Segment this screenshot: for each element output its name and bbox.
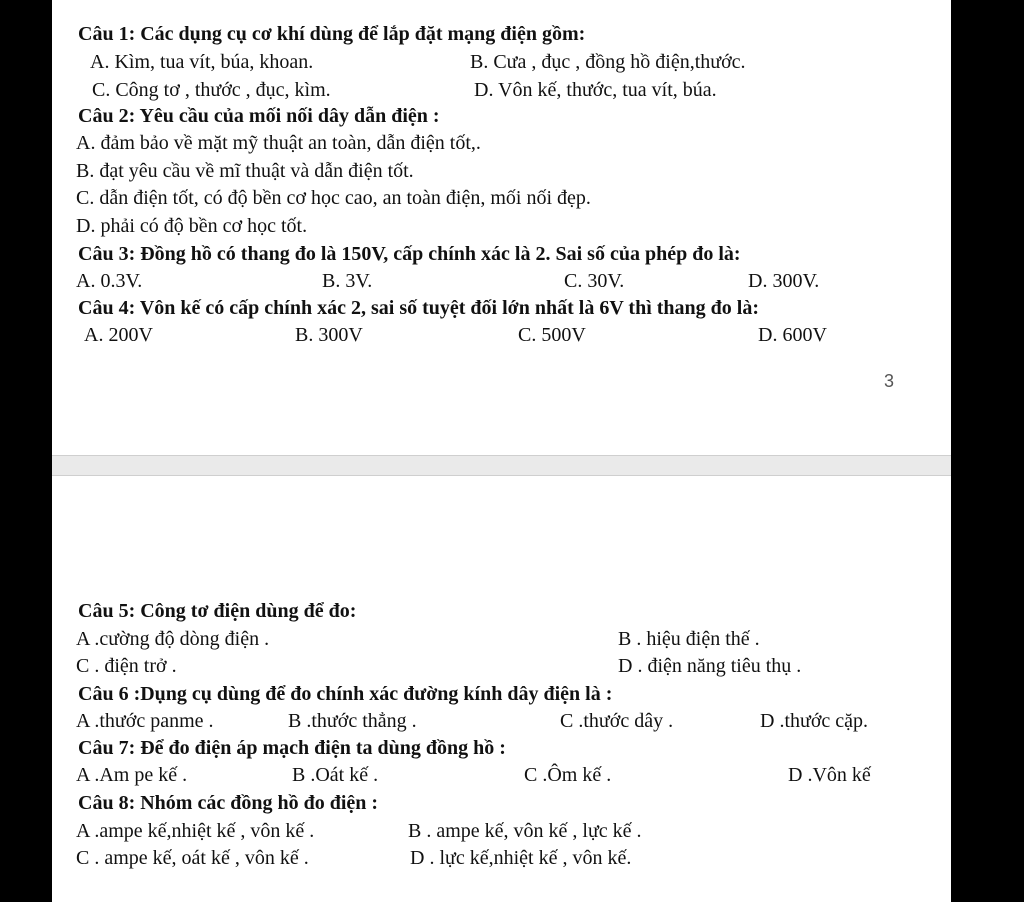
q3-option-c: C. 30V. [564,270,625,292]
q2-option-d: D. phải có độ bền cơ học tốt. [76,215,308,237]
q1-option-a: A. Kìm, tua vít, búa, khoan. [90,51,314,73]
q6-option-b: B .thước thẳng . [288,710,417,732]
question-4: Câu 4: Vôn kế có cấp chính xác 2, sai số tuyệt đối lớn nhất là 6V thì thang đo là: [78,297,759,319]
q7-option-c: C .Ôm kế . [524,764,612,786]
question-1: Câu 1: Các dụng cụ cơ khí dùng để lắp đặt mạng điện gồm: [78,23,586,45]
q4-option-d: D. 600V [758,324,827,346]
page-number: 3 [884,371,895,391]
q7-option-b: B .Oát kế . [292,764,379,786]
q4-option-b: B. 300V [295,324,363,346]
q6-option-d: D .thước cặp. [760,710,869,732]
q8-option-b: B . ampe kế, vôn kế , lực kế . [408,820,642,842]
q7-option-d: D .Vôn kế [788,764,871,786]
q4-option-a: A. 200V [84,324,153,346]
q7-option-a: A .Am pe kế . [76,764,188,786]
question-5: Câu 5: Công tơ điện dùng để đo: [78,600,357,622]
q1-option-b: B. Cưa , đục , đồng hồ điện,thước. [470,51,746,73]
q5-option-a: A .cường độ dòng điện . [76,628,270,650]
question-6: Câu 6 :Dụng cụ dùng để đo chính xác đường kính dây điện là : [78,683,613,705]
question-2: Câu 2: Yêu cầu của mối nối dây dẫn điện : [78,105,440,127]
q6-option-c: C .thước dây . [560,710,674,732]
q5-option-d: D . điện năng tiêu thụ . [618,655,802,677]
q6-option-a: A .thước panme . [76,710,214,732]
q3-option-d: D. 300V. [748,270,820,292]
q3-option-b: B. 3V. [322,270,373,292]
page-separator [52,455,951,476]
page-3 [52,0,951,455]
q2-option-b: B. đạt yêu cầu về mĩ thuật và dẫn điện tốt. [76,160,414,182]
q8-option-c: C . ampe kế, oát kế , vôn kế . [76,847,309,869]
q2-option-c: C. dẫn điện tốt, có độ bền cơ học cao, an toàn điện, mối nối đẹp. [76,187,591,209]
q4-option-c: C. 500V [518,324,586,346]
question-3: Câu 3: Đồng hồ có thang đo là 150V, cấp chính xác là 2. Sai số của phép đo là: [78,243,741,265]
q2-option-a: A. đảm bảo về mặt mỹ thuật an toàn, dẫn điện tốt,. [76,132,481,154]
document-viewer[interactable] [52,0,951,902]
q5-option-c: C . điện trở . [76,655,177,677]
q8-option-a: A .ampe kế,nhiệt kế , vôn kế . [76,820,315,842]
q5-option-b: B . hiệu điện thế . [618,628,760,650]
question-7: Câu 7: Để đo điện áp mạch điện ta dùng đồng hồ : [78,737,506,759]
q8-option-d: D . lực kế,nhiệt kế , vôn kế. [410,847,632,869]
q3-option-a: A. 0.3V. [76,270,143,292]
page-4 [52,476,951,902]
question-8: Câu 8: Nhóm các đồng hồ đo điện : [78,792,379,814]
q1-option-c: C. Công tơ , thước , đục, kìm. [92,79,331,101]
q1-option-d: D. Vôn kế, thước, tua vít, búa. [474,79,717,101]
